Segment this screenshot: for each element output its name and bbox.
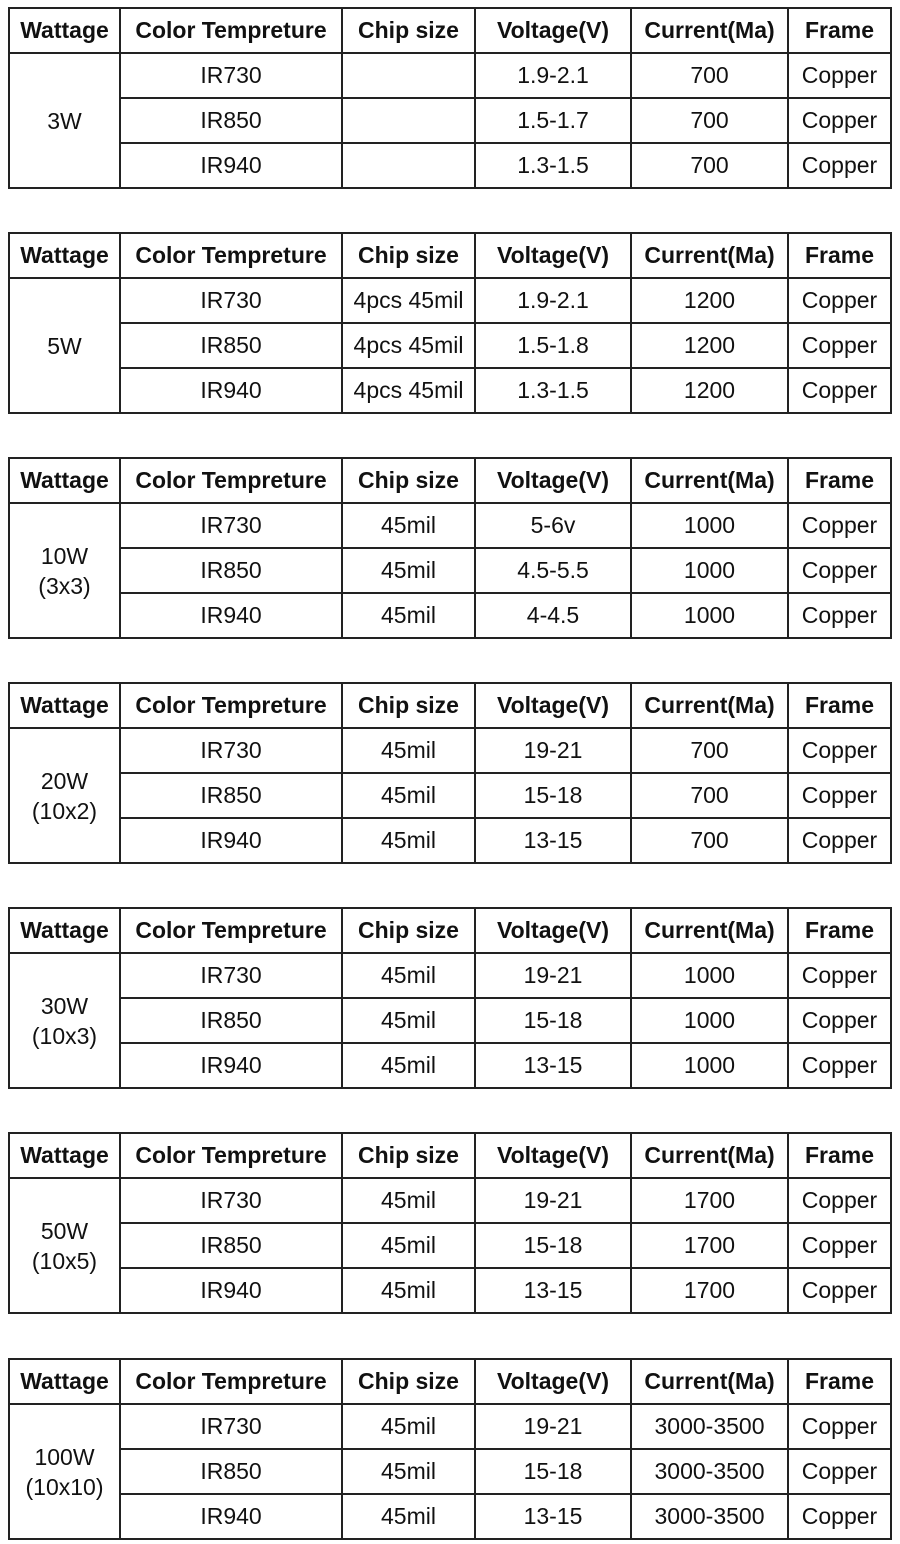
table-row [9, 548, 891, 593]
current-header: Current(Ma) [631, 908, 788, 953]
table-row [9, 143, 891, 188]
current-cell: 3000-3500 [631, 1449, 788, 1494]
frame-header: Frame [788, 908, 891, 953]
color-temp-cell: IR850 [120, 548, 342, 593]
current-cell: 1000 [631, 1043, 788, 1088]
wattage-cell [9, 53, 120, 188]
chip-size-cell: 45mil [342, 548, 475, 593]
voltage-cell: 1.9-2.1 [475, 278, 631, 323]
frame-cell: Copper [788, 53, 891, 98]
wattage-chip-layout: (10x2) [31, 797, 98, 824]
voltage-cell: 19-21 [475, 953, 631, 998]
table-row [9, 953, 891, 998]
chip-size-cell: 45mil [342, 503, 475, 548]
voltage-cell: 13-15 [475, 818, 631, 863]
voltage-cell: 1.9-2.1 [475, 53, 631, 98]
current-cell: 700 [631, 773, 788, 818]
wattage-cell [9, 728, 120, 863]
color-temp-cell: IR730 [120, 53, 342, 98]
current-cell: 700 [631, 98, 788, 143]
wattage-value: 20W [40, 767, 89, 794]
frame-cell: Copper [788, 1223, 891, 1268]
color-temp-header: Color Tempreture [120, 233, 342, 278]
color-temp-cell: IR730 [120, 278, 342, 323]
voltage-cell: 1.5-1.8 [475, 323, 631, 368]
color-temp-cell: IR850 [120, 773, 342, 818]
frame-cell: Copper [788, 818, 891, 863]
table-row [9, 1268, 891, 1313]
table-row [9, 593, 891, 638]
frame-cell: Copper [788, 1043, 891, 1088]
chip-size-cell: 45mil [342, 998, 475, 1043]
voltage-cell: 15-18 [475, 998, 631, 1043]
table-row [9, 773, 891, 818]
wattage-chip-layout: (3x3) [38, 572, 91, 599]
current-cell: 700 [631, 143, 788, 188]
voltage-header: Voltage(V) [475, 8, 631, 53]
table-row [9, 53, 891, 98]
chip-size-cell: 45mil [342, 1268, 475, 1313]
chip-size-cell: 45mil [342, 1494, 475, 1539]
color-temp-cell: IR850 [120, 1223, 342, 1268]
table-row [9, 503, 891, 548]
color-temp-header: Color Tempreture [120, 8, 342, 53]
color-temp-header: Color Tempreture [120, 1359, 342, 1404]
chip-size-cell: 45mil [342, 1449, 475, 1494]
frame-cell: Copper [788, 953, 891, 998]
wattage-chip-layout: (10x10) [25, 1473, 104, 1500]
frame-cell: Copper [788, 1449, 891, 1494]
table-row [9, 1449, 891, 1494]
voltage-cell: 15-18 [475, 1223, 631, 1268]
wattage-value: 50W [40, 1217, 89, 1244]
frame-cell: Copper [788, 1404, 891, 1449]
chip-size-header: Chip size [342, 908, 475, 953]
color-temp-cell: IR940 [120, 1494, 342, 1539]
frame-cell: Copper [788, 98, 891, 143]
voltage-cell: 19-21 [475, 1404, 631, 1449]
chip-size-cell: 4pcs 45mil [342, 278, 475, 323]
chip-size-header: Chip size [342, 683, 475, 728]
table-header-row [9, 458, 891, 503]
spec-table [8, 457, 892, 639]
color-temp-header: Color Tempreture [120, 908, 342, 953]
wattage-cell [9, 953, 120, 1088]
table-row [9, 323, 891, 368]
chip-size-cell: 45mil [342, 773, 475, 818]
voltage-cell: 13-15 [475, 1268, 631, 1313]
voltage-cell: 13-15 [475, 1043, 631, 1088]
voltage-cell: 19-21 [475, 728, 631, 773]
wattage-header: Wattage [9, 683, 120, 728]
wattage-value: 10W [40, 542, 89, 569]
chip-size-header: Chip size [342, 1133, 475, 1178]
wattage-cell [9, 1404, 120, 1539]
table-row [9, 728, 891, 773]
voltage-cell: 19-21 [475, 1178, 631, 1223]
frame-cell: Copper [788, 278, 891, 323]
color-temp-header: Color Tempreture [120, 683, 342, 728]
current-cell: 1000 [631, 503, 788, 548]
current-cell: 700 [631, 53, 788, 98]
voltage-header: Voltage(V) [475, 908, 631, 953]
chip-size-cell: 45mil [342, 1043, 475, 1088]
current-header: Current(Ma) [631, 458, 788, 503]
wattage-value: 5W [47, 332, 82, 359]
wattage-header: Wattage [9, 458, 120, 503]
color-temp-cell: IR940 [120, 818, 342, 863]
spec-table [8, 907, 892, 1089]
wattage-value: 3W [47, 107, 82, 134]
spec-table [8, 1358, 892, 1540]
current-cell: 1000 [631, 593, 788, 638]
frame-cell: Copper [788, 323, 891, 368]
chip-size-cell: 45mil [342, 593, 475, 638]
current-header: Current(Ma) [631, 1133, 788, 1178]
color-temp-cell: IR940 [120, 143, 342, 188]
voltage-header: Voltage(V) [475, 233, 631, 278]
current-header: Current(Ma) [631, 233, 788, 278]
spec-table [8, 7, 892, 189]
voltage-header: Voltage(V) [475, 458, 631, 503]
current-cell: 1200 [631, 368, 788, 413]
voltage-cell: 15-18 [475, 773, 631, 818]
wattage-chip-layout: (10x5) [31, 1247, 98, 1274]
frame-cell: Copper [788, 728, 891, 773]
chip-size-cell: 45mil [342, 1404, 475, 1449]
frame-header: Frame [788, 683, 891, 728]
chip-size-cell: 45mil [342, 1223, 475, 1268]
frame-cell: Copper [788, 1178, 891, 1223]
voltage-cell: 1.3-1.5 [475, 143, 631, 188]
color-temp-cell: IR850 [120, 998, 342, 1043]
voltage-cell: 1.5-1.7 [475, 98, 631, 143]
frame-cell: Copper [788, 143, 891, 188]
table-row [9, 368, 891, 413]
voltage-cell: 15-18 [475, 1449, 631, 1494]
frame-cell: Copper [788, 368, 891, 413]
chip-size-cell: 45mil [342, 728, 475, 773]
voltage-header: Voltage(V) [475, 1359, 631, 1404]
voltage-cell: 13-15 [475, 1494, 631, 1539]
voltage-header: Voltage(V) [475, 683, 631, 728]
current-cell: 3000-3500 [631, 1494, 788, 1539]
current-cell: 700 [631, 728, 788, 773]
table-row [9, 1494, 891, 1539]
frame-header: Frame [788, 233, 891, 278]
chip-size-header: Chip size [342, 8, 475, 53]
color-temp-cell: IR730 [120, 503, 342, 548]
color-temp-cell: IR940 [120, 368, 342, 413]
voltage-cell: 5-6v [475, 503, 631, 548]
color-temp-cell: IR940 [120, 1268, 342, 1313]
chip-size-cell: 45mil [342, 1178, 475, 1223]
color-temp-cell: IR730 [120, 1178, 342, 1223]
wattage-header: Wattage [9, 8, 120, 53]
chip-size-header: Chip size [342, 233, 475, 278]
voltage-header: Voltage(V) [475, 1133, 631, 1178]
wattage-chip-layout: (10x3) [31, 1022, 98, 1049]
table-header-row [9, 8, 891, 53]
color-temp-cell: IR940 [120, 593, 342, 638]
current-cell: 1000 [631, 998, 788, 1043]
table-header-row [9, 1133, 891, 1178]
chip-size-cell: 45mil [342, 953, 475, 998]
table-row [9, 818, 891, 863]
color-temp-cell: IR850 [120, 323, 342, 368]
current-cell: 1200 [631, 278, 788, 323]
table-row [9, 998, 891, 1043]
frame-header: Frame [788, 8, 891, 53]
table-row [9, 1178, 891, 1223]
table-row [9, 278, 891, 323]
current-header: Current(Ma) [631, 8, 788, 53]
current-cell: 1700 [631, 1178, 788, 1223]
wattage-header: Wattage [9, 1133, 120, 1178]
color-temp-cell: IR730 [120, 953, 342, 998]
frame-cell: Copper [788, 998, 891, 1043]
table-row [9, 1043, 891, 1088]
table-header-row [9, 683, 891, 728]
spec-table [8, 232, 892, 414]
frame-cell: Copper [788, 1494, 891, 1539]
current-cell: 1200 [631, 323, 788, 368]
wattage-value: 100W [34, 1443, 95, 1470]
wattage-value: 30W [40, 992, 89, 1019]
current-cell: 1700 [631, 1268, 788, 1313]
color-temp-cell: IR850 [120, 98, 342, 143]
voltage-cell: 1.3-1.5 [475, 368, 631, 413]
current-cell: 1700 [631, 1223, 788, 1268]
current-cell: 3000-3500 [631, 1404, 788, 1449]
chip-size-cell: 45mil [342, 818, 475, 863]
color-temp-header: Color Tempreture [120, 458, 342, 503]
chip-size-header: Chip size [342, 1359, 475, 1404]
frame-cell: Copper [788, 593, 891, 638]
table-header-row [9, 1359, 891, 1404]
wattage-header: Wattage [9, 908, 120, 953]
current-cell: 1000 [631, 953, 788, 998]
chip-size-header: Chip size [342, 458, 475, 503]
frame-header: Frame [788, 1133, 891, 1178]
table-row [9, 98, 891, 143]
spec-table [8, 682, 892, 864]
current-cell: 700 [631, 818, 788, 863]
color-temp-cell: IR730 [120, 728, 342, 773]
wattage-header: Wattage [9, 233, 120, 278]
frame-header: Frame [788, 1359, 891, 1404]
chip-size-cell: 4pcs 45mil [342, 323, 475, 368]
chip-size-cell: 4pcs 45mil [342, 368, 475, 413]
frame-header: Frame [788, 458, 891, 503]
wattage-cell [9, 278, 120, 413]
color-temp-cell: IR850 [120, 1449, 342, 1494]
color-temp-cell: IR730 [120, 1404, 342, 1449]
color-temp-header: Color Tempreture [120, 1133, 342, 1178]
spec-table [8, 1132, 892, 1314]
table-row [9, 1404, 891, 1449]
color-temp-cell: IR940 [120, 1043, 342, 1088]
current-cell: 1000 [631, 548, 788, 593]
chip-size-cell [342, 98, 475, 143]
current-header: Current(Ma) [631, 683, 788, 728]
voltage-cell: 4-4.5 [475, 593, 631, 638]
frame-cell: Copper [788, 548, 891, 593]
frame-cell: Copper [788, 773, 891, 818]
current-header: Current(Ma) [631, 1359, 788, 1404]
wattage-header: Wattage [9, 1359, 120, 1404]
wattage-cell [9, 1178, 120, 1313]
chip-size-cell [342, 143, 475, 188]
frame-cell: Copper [788, 1268, 891, 1313]
table-row [9, 1223, 891, 1268]
chip-size-cell [342, 53, 475, 98]
table-header-row [9, 233, 891, 278]
wattage-cell [9, 503, 120, 638]
frame-cell: Copper [788, 503, 891, 548]
table-header-row [9, 908, 891, 953]
voltage-cell: 4.5-5.5 [475, 548, 631, 593]
